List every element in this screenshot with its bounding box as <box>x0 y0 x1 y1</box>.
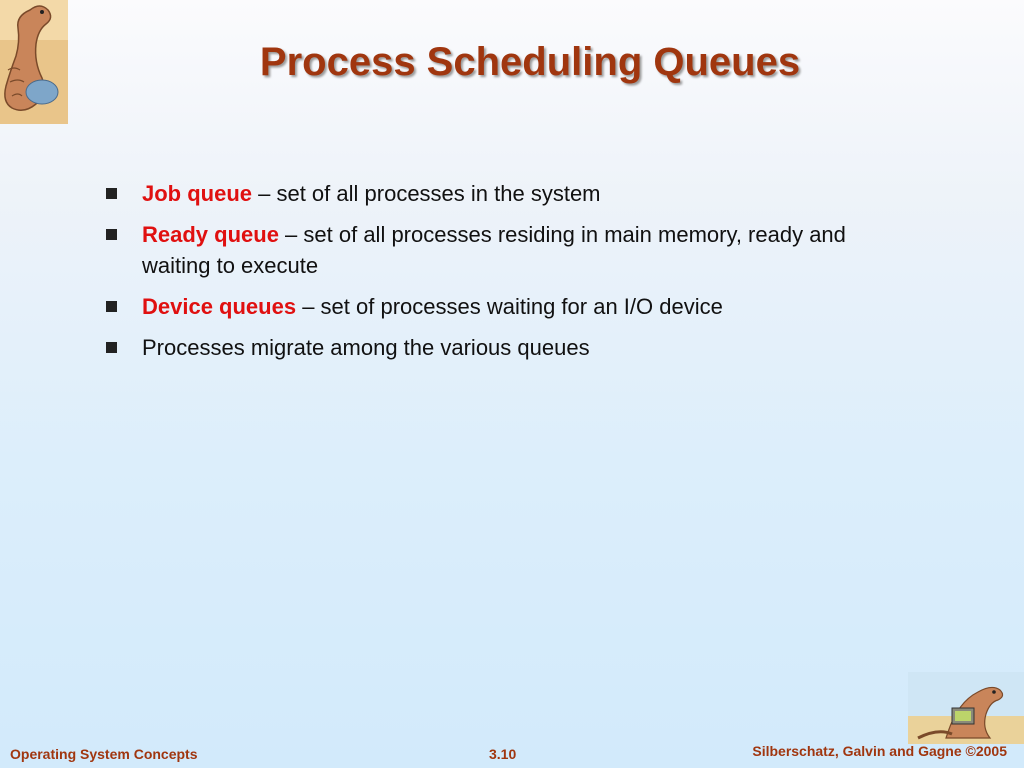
bullet-text: Processes migrate among the various queues <box>142 335 590 360</box>
dinosaur-laptop-logo-icon <box>908 672 1024 744</box>
square-bullet-icon <box>106 301 117 312</box>
footer-page-number: 3.10 <box>489 746 517 762</box>
bullet-text: – set of processes waiting for an I/O device <box>296 294 723 319</box>
square-bullet-icon <box>106 188 117 199</box>
bullet-item-ready-queue <box>104 219 864 281</box>
square-bullet-icon <box>106 342 117 353</box>
bullet-keyword: Device queues <box>142 294 297 319</box>
footer-copyright: Silberschatz, Galvin and Gagne ©2005 <box>752 743 1007 759</box>
bullet-text: – set of all processes residing in main memory, ready and waiting to execute <box>142 222 846 278</box>
bullet-list <box>104 178 864 373</box>
footer-course-title: Operating System Concepts <box>10 746 198 762</box>
bullet-keyword: Ready queue <box>142 222 279 247</box>
bullet-text: – set of all processes in the system <box>252 181 601 206</box>
bullet-keyword: Job queue <box>142 181 253 206</box>
square-bullet-icon <box>106 229 117 240</box>
bullet-item-device-queues <box>104 291 864 322</box>
bullet-item-migrate <box>104 332 864 363</box>
slide-title: Process Scheduling Queues <box>259 40 801 84</box>
bullet-item-job-queue <box>104 178 864 209</box>
